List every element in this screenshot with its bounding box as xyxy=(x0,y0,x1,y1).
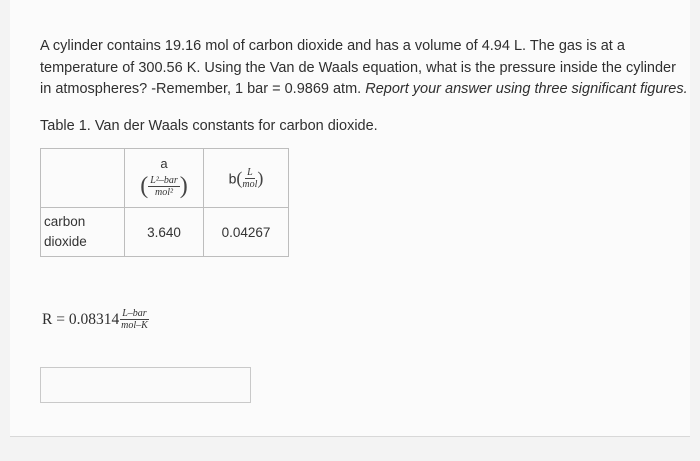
header-b-letter: b xyxy=(228,170,237,186)
table-row xyxy=(41,208,289,257)
row-label-line1: carbon xyxy=(44,214,86,229)
question-body: A cylinder contains 19.16 mol of carbon dioxide and has a volume of 4.94 L. The gas is at a temperature of 300.56 K. Using the Van de Waals equation, what is the pressure inside the cylinder in atmospheres? -Remember, 1 bar = 0.9869 atm. xyxy=(40,38,676,97)
header-a-cell: a ( $\frac{\text{L²–bar}}{\text{mol²}}$ ) xyxy=(125,149,204,208)
question-instruction: Report your answer using three significant figures. xyxy=(365,81,688,97)
question-text xyxy=(40,36,690,101)
question-card xyxy=(10,0,690,437)
gas-constant xyxy=(42,308,149,331)
table-caption: Table 1. Van der Waals constants for carbon dioxide. xyxy=(40,118,378,134)
gas-constant-value: R = 0.08314 xyxy=(42,310,120,328)
b-value-cell: 0.04267 xyxy=(204,208,289,257)
gas-constant-unit: $\frac{\text{L–bar}}{\text{mol–K}}$ xyxy=(121,308,148,331)
header-empty-cell xyxy=(41,149,125,208)
row-label-cell xyxy=(41,208,125,257)
header-b-unit: $\frac{L}{\text{mol}}$ xyxy=(242,166,258,190)
answer-input[interactable] xyxy=(40,367,251,403)
row-label-line2: dioxide xyxy=(44,234,87,249)
header-b-cell: b( $\frac{L}{\text{mol}}$ ) xyxy=(204,149,289,208)
header-a-unit: $\frac{\text{L²–bar}}{\text{mol²}}$ xyxy=(150,175,178,198)
van-der-waals-table xyxy=(40,148,289,257)
header-a-letter: a xyxy=(160,156,168,171)
a-value-cell: 3.640 xyxy=(125,208,204,257)
table-header-row xyxy=(41,149,289,208)
